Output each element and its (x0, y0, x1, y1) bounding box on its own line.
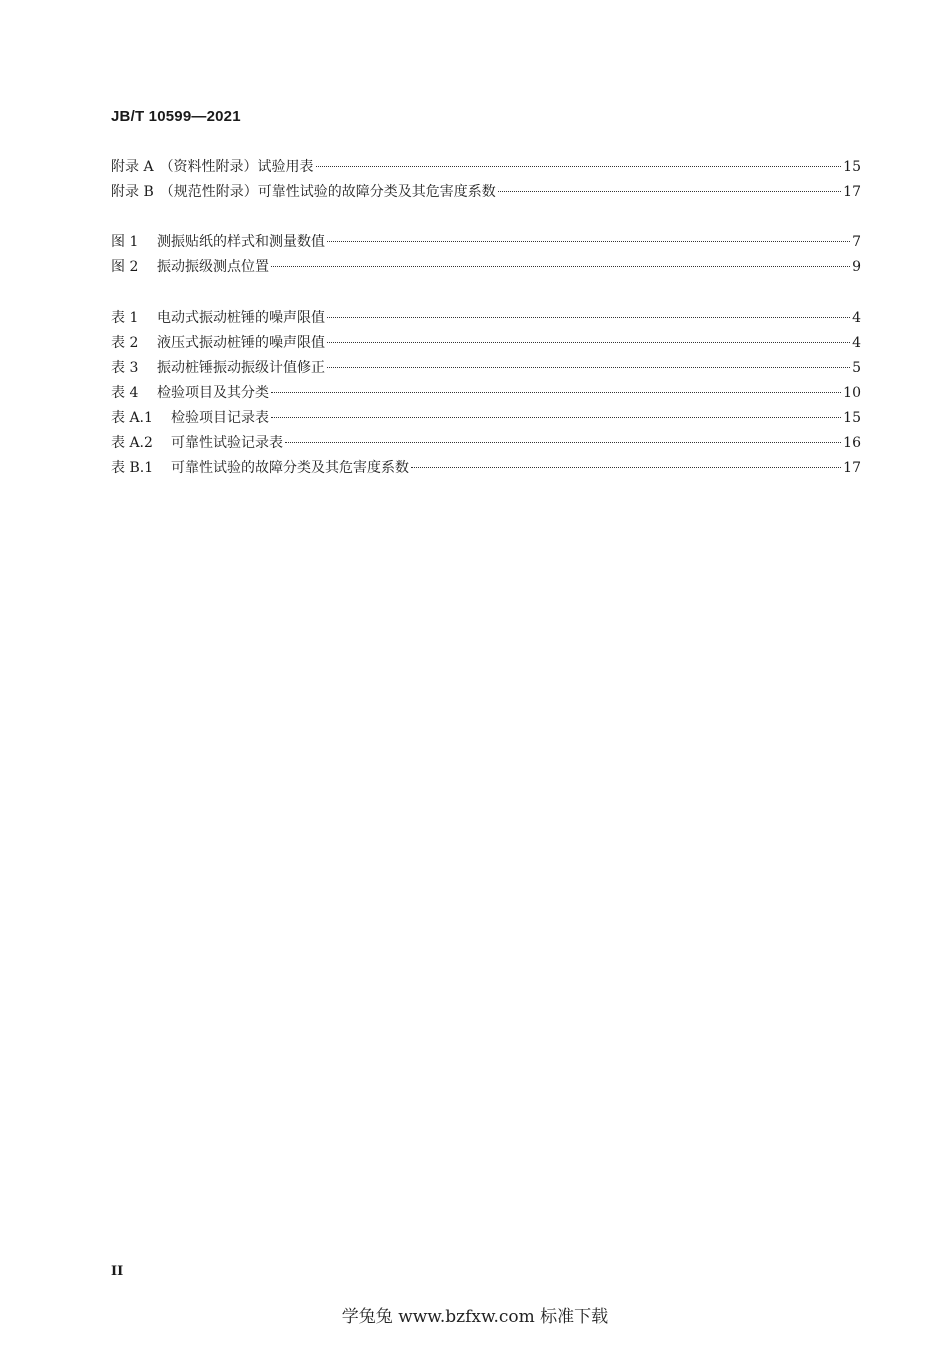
toc-entry-title: 检验项目及其分类 (157, 385, 269, 401)
toc-entry[interactable] (111, 306, 861, 331)
toc-entry-title: 可靠性试验的故障分类及其危害度系数 (171, 460, 409, 476)
toc-entry-label: 表 2 (111, 335, 139, 351)
toc-leader-dots (327, 342, 850, 343)
toc-entry-title: （资料性附录）试验用表 (159, 159, 314, 175)
toc-entry-label: 表 1 (111, 310, 139, 326)
toc-leader-dots (271, 392, 841, 393)
toc-entry[interactable] (111, 381, 861, 406)
toc-entry-page: 17 (843, 184, 861, 200)
toc-entry-title: （规范性附录）可靠性试验的故障分类及其危害度系数 (159, 184, 496, 200)
page-number: II (111, 1264, 124, 1279)
toc-entry-label: 图 1 (111, 234, 139, 250)
toc-entry[interactable] (111, 331, 861, 356)
toc-entry-title: 液压式振动桩锤的噪声限值 (157, 335, 325, 351)
toc-entry-label: 表 A.2 (111, 435, 153, 451)
toc-entry-title: 振动桩锤振动振级计值修正 (157, 360, 325, 376)
toc-leader-dots (327, 317, 850, 318)
toc-leader-dots (327, 367, 850, 368)
toc-entry-title: 测振贴纸的样式和测量数值 (157, 234, 325, 250)
toc-entry-page: 9 (852, 259, 861, 275)
toc-entry-title: 可靠性试验记录表 (171, 435, 283, 451)
toc-entry-page: 7 (852, 234, 861, 250)
toc-entry-page: 17 (843, 460, 861, 476)
toc-entry[interactable] (111, 356, 861, 381)
toc-figures (111, 230, 861, 280)
toc-leader-dots (316, 166, 842, 167)
toc-leader-dots (327, 241, 850, 242)
toc-entry-title: 振动振级测点位置 (157, 259, 269, 275)
toc-entry[interactable] (111, 406, 861, 431)
toc-entry-page: 4 (852, 335, 861, 351)
toc-entry-label: 表 4 (111, 385, 139, 401)
toc-entry[interactable] (111, 230, 861, 255)
toc-entry-page: 16 (843, 435, 861, 451)
toc-entry-label: 附录 A (111, 159, 154, 175)
toc-entry[interactable] (111, 431, 861, 456)
toc-leader-dots (271, 417, 841, 418)
toc-entry-page: 15 (843, 159, 861, 175)
toc-entry-label: 表 3 (111, 360, 139, 376)
toc-entry-page: 5 (852, 360, 861, 376)
toc-entry-title: 检验项目记录表 (171, 410, 269, 426)
toc-entry-label: 表 B.1 (111, 460, 154, 476)
toc-entry[interactable] (111, 180, 861, 205)
toc-entry[interactable] (111, 155, 861, 180)
toc-leader-dots (411, 467, 841, 468)
toc-leader-dots (498, 191, 841, 192)
toc-entry-page: 10 (843, 385, 861, 401)
toc-entry-page: 15 (843, 410, 861, 426)
toc-entry[interactable] (111, 255, 861, 280)
standard-code: JB/T 10599—2021 (111, 108, 241, 125)
toc-entry-label: 附录 B (111, 184, 154, 200)
footer-watermark: 学兔兔 www.bzfxw.com 标准下载 (341, 1307, 609, 1327)
toc-appendices (111, 155, 861, 205)
toc-entry-page: 4 (852, 310, 861, 326)
toc-leader-dots (271, 266, 850, 267)
toc-leader-dots (285, 442, 841, 443)
toc-tables (111, 306, 861, 481)
toc-entry-title: 电动式振动桩锤的噪声限值 (157, 310, 325, 326)
toc-entry[interactable] (111, 456, 861, 481)
toc-entry-label: 表 A.1 (111, 410, 153, 426)
toc-entry-label: 图 2 (111, 259, 139, 275)
